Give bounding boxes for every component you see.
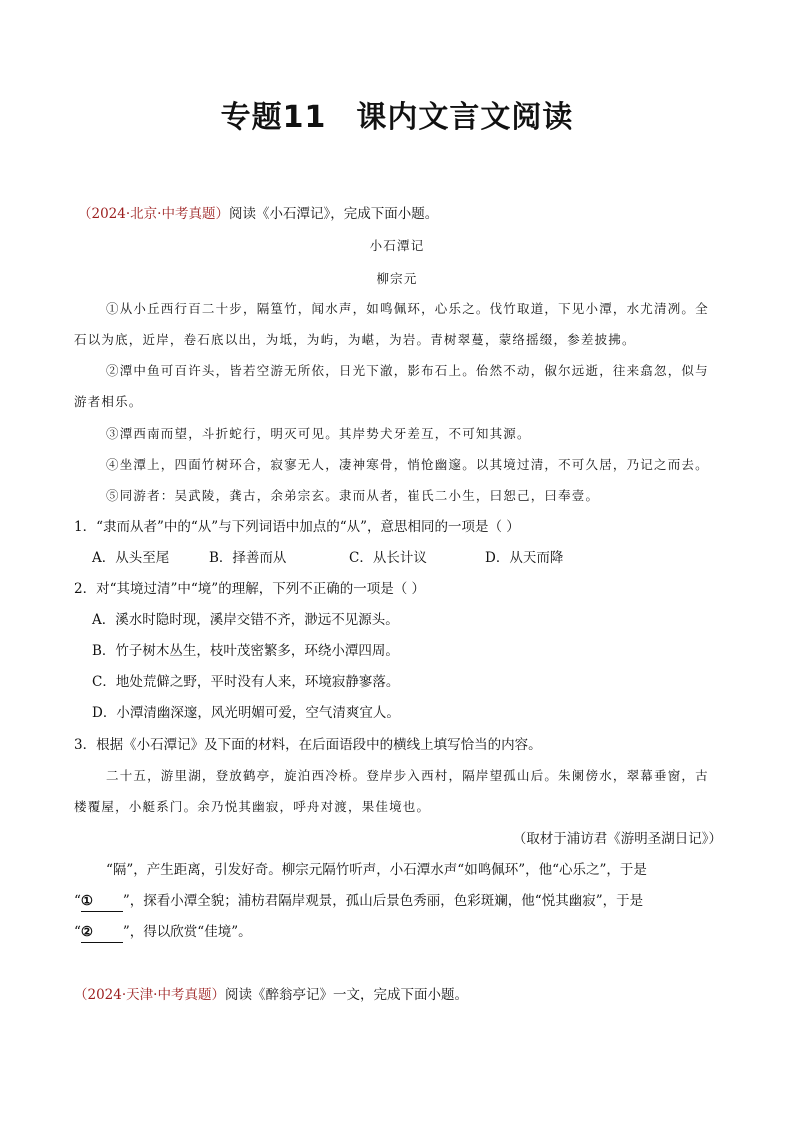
paragraph-4: ④坐潭上，四面竹树环合，寂寥无人，凄神寒骨，悄怆幽邃。以其境过清，不可久居，乃记之而去。: [106, 457, 709, 472]
passage-line-3: [74, 922, 794, 943]
page-title: [0, 92, 794, 136]
paragraph-5: ⑤同游者：吴武陵，龚古，余弟宗玄。隶而从者，崔氏二小生，曰恕己，曰奉壹。: [106, 488, 600, 503]
answer-blank-1[interactable]: [81, 891, 123, 912]
title-topic-number: 专题11: [220, 100, 327, 135]
question-3: 3．根据《小石潭记》及下面的材料，在后面语段中的横线上填写恰当的内容。: [74, 737, 542, 753]
passage-line-2: [74, 891, 794, 912]
section1-header: [78, 204, 794, 224]
section2-source: （2024·天津·中考真题）: [74, 987, 225, 1003]
blank-2-marker: ②: [80, 924, 94, 940]
passage-line-3-open-quote: “: [74, 924, 81, 940]
q2-option-c[interactable]: C．地处荒僻之野，平时没有人来，环境寂静寥落。: [92, 674, 400, 690]
paragraph-3: ③潭西南而望，斗折蛇行，明灭可见。其岸势犬牙差互，不可知其源。: [106, 426, 531, 441]
paragraph-2-line-2: 游者相乐。: [74, 394, 143, 409]
answer-blank-2[interactable]: [81, 922, 123, 943]
q1-option-d[interactable]: D．从天而降: [485, 550, 564, 566]
q2-option-a[interactable]: A．溪水时隐时现，溪岸交错不齐，渺远不见源头。: [92, 612, 399, 628]
paragraph-1-line-2: 石以为底，近岸，卷石底以出，为坻，为屿，为嵁，为岩。青树翠蔓，蒙络摇缀，参差披拂。: [74, 332, 636, 347]
passage-line-2-open-quote: “: [74, 893, 81, 909]
passage-line-2-text: ”，探看小潭全貌；浦枋君隔岸观景，孤山后景色秀丽，色彩斑斓，他“悦其幽寂”，于是: [122, 893, 644, 909]
paragraph-1-line-1: ①从小丘西行百二十步，隔篁竹，闻水声，如鸣佩环，心乐之。伐竹取道，下见小潭，水尤清冽。全: [106, 301, 709, 316]
section2-instruction: 阅读《醉翁亭记》一文，完成下面小题。: [224, 987, 468, 1003]
passage-line-3-text: ”，得以欣赏“佳境”。: [122, 924, 252, 940]
q2-option-d[interactable]: D．小潭清幽深邃，风光明媚可爱，空气清爽宜人。: [92, 705, 400, 721]
passage-line-1: “隔”，产生距离，引发好奇。柳宗元隔竹听声，小石潭水声“如鸣佩环”，他“心乐之”，于是: [106, 862, 647, 878]
material-source: （取材于浦访君《游明圣湖日记》）: [512, 831, 722, 847]
q1-option-b[interactable]: B．择善而从: [209, 550, 287, 566]
question-2: 2．对“其境过清”中“境”的理解，下列不正确的一项是（ ）: [74, 581, 425, 597]
question-1: 1．“隶而从者”中的“从”与下列词语中加点的“从”，意思相同的一项是（ ）: [74, 519, 520, 535]
blank-1-marker: ①: [80, 893, 94, 909]
material-line-1: 二十五，游里湖，登放鹤亭，旋泊西冷桥。登岸步入西村，隔岸望孤山后。朱阑傍水，翠幕垂窗，古: [106, 768, 709, 783]
classical-text-title: 小石潭记: [369, 238, 425, 253]
classical-text-author: 柳宗元: [376, 271, 418, 286]
title-topic-name: 课内文言文阅读: [356, 100, 574, 135]
q1-option-a[interactable]: A．从头至尾: [92, 550, 170, 566]
paragraph-2-line-1: ②潭中鱼可百许头，皆若空游无所依，日光下澈，影布石上。佁然不动，俶尔远逝，往来翕忽，似与: [106, 363, 709, 378]
material-line-2: 楼覆屋，小艇系门。余乃悦其幽寂，呼舟对渡，果佳境也。: [74, 799, 431, 814]
section1-instruction: 阅读《小石潭记》，完成下面小题。: [228, 206, 439, 222]
q1-option-c[interactable]: C．从长计议: [349, 550, 427, 566]
section1-source: （2024·北京·中考真题）: [78, 206, 229, 222]
q2-option-b[interactable]: B．竹子树木丛生，枝叶茂密繁多，环绕小潭四周。: [92, 643, 399, 659]
section2-header: [74, 985, 794, 1005]
